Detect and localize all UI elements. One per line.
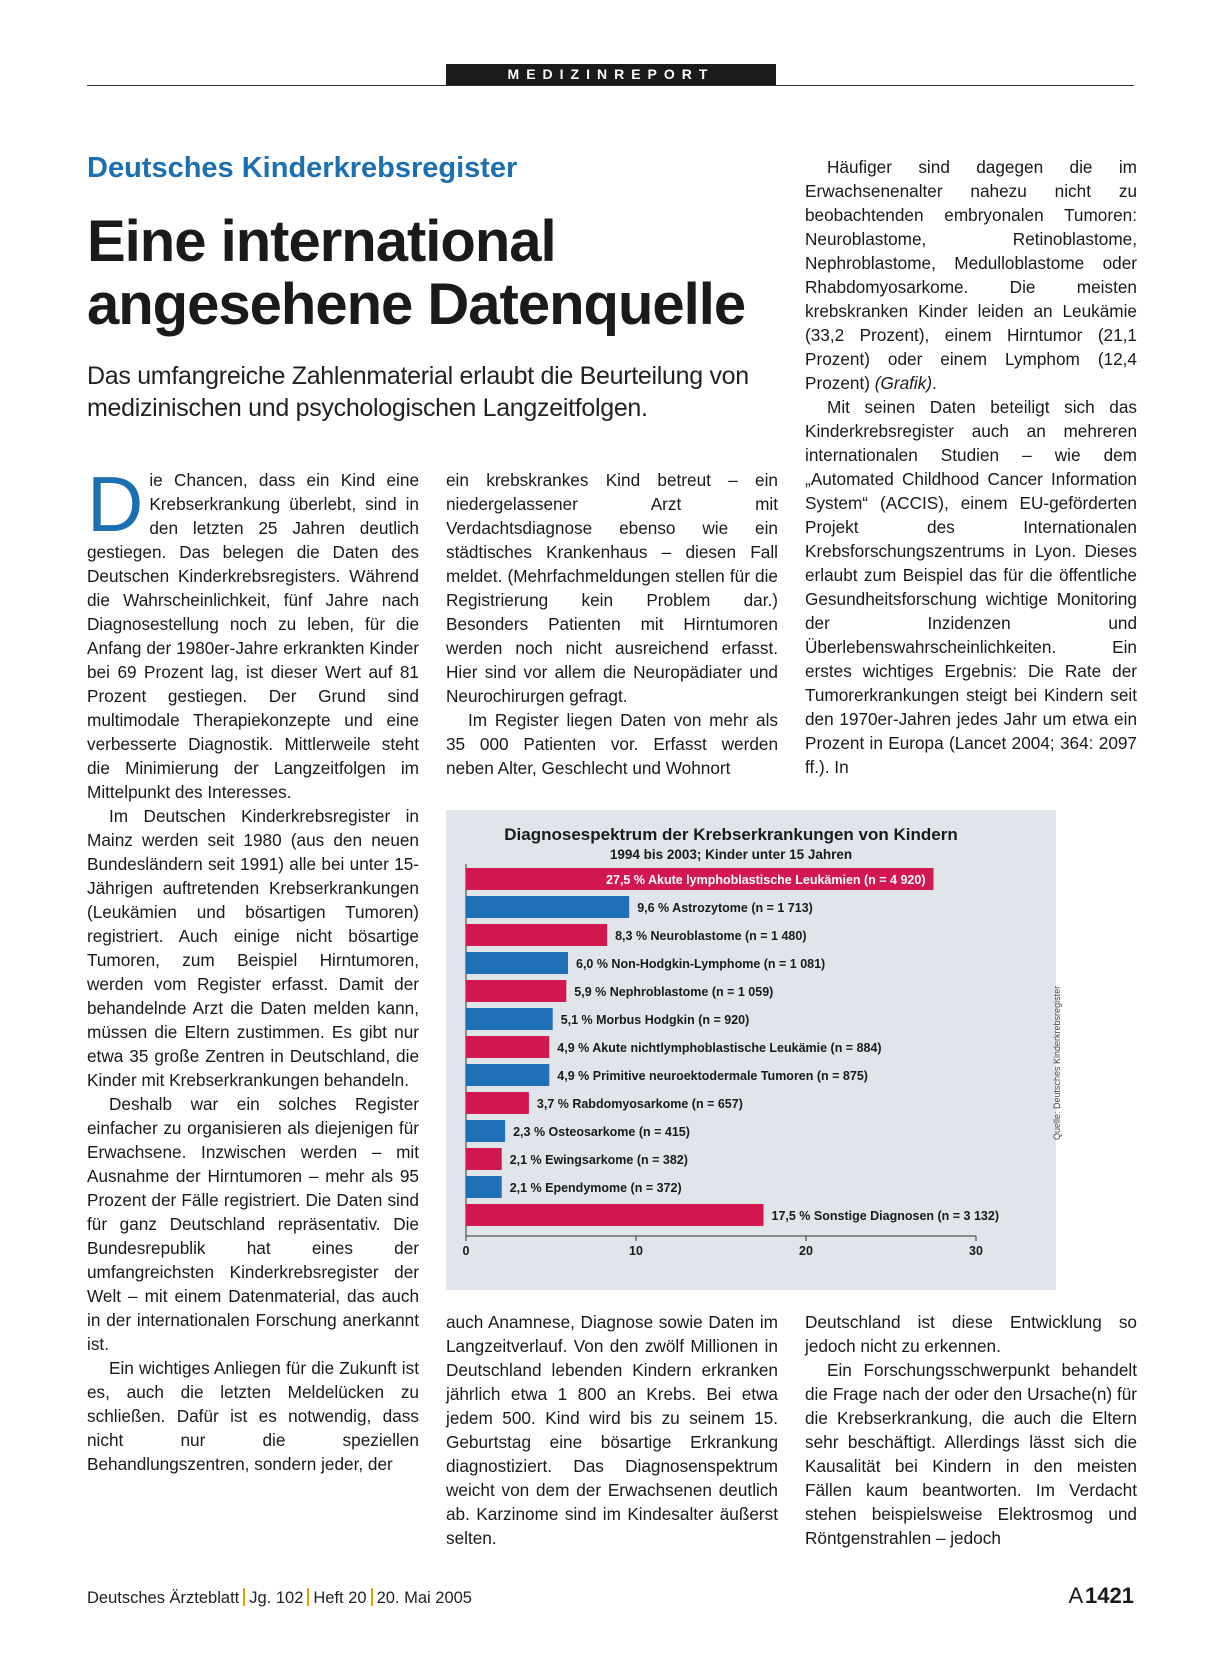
paragraph: Ein Forschungsschwerpunkt behandelt die Frage nach der oder den Ursache(n) für die Krebserkrankung, die auch die Eltern sehr beschäftigt. Allerdings lässt sich die Kausalität bei Kindern in den meisten Fällen kaum beantworten. Im Verdacht stehen beispielsweise Elektrosmog und Röntgenstrahlen – jedoch	[805, 1360, 1137, 1548]
footer-separator	[371, 1588, 373, 1606]
paragraph: Mit seinen Daten beteiligt sich das Kinderkrebsregister auch an mehreren internationalen Studien – wie dem „Automated Childhood Cancer Information System“ (ACCIS), einem EU-geförderten Projekt des Internationalen Krebsforschungszentrums in Lyon. Dieses erlaubt zum Beispiel das für die öffentliche Gesundheitsforschung wichtige Monitoring der Inzidenzen und Überlebenswahrscheinlichkeiten. Ein erstes wichtiges Ergebnis: Die Rate der Tumorerkrankungen steigt bei Kindern seit den 1970er-Jahren jedes Jahr um etwa ein Prozent in Europa (Lancet 2004; 364: 2097 ff.). In	[805, 397, 1137, 777]
footer-separator	[243, 1588, 245, 1606]
bar-chart	[446, 810, 1056, 1290]
paragraph: auch Anamnese, Diagnose sowie Daten im Langzeitverlauf. Von den zwölf Millionen in Deutschland lebenden Kindern erkranken jährlich etwa 1 800 an Krebs. Bei etwa jedem 500. Kind wird bis zu seinem 15. Geburtstag eine bösartige Erkrankung diagnostiziert. Das Diagnosenspektrum weicht von dem der Erwachsenen deutlich ab. Karzinome sind im Kindesalter äußerst selten.	[446, 1312, 778, 1548]
drop-cap: D	[87, 460, 144, 548]
chart-container	[446, 810, 1056, 1290]
bar-label: 4,9 % Akute nichtlymphoblastische Leukämie (n = 884)	[557, 1041, 882, 1055]
chart-bar	[466, 924, 607, 946]
chart-bar	[466, 1204, 764, 1226]
journal-name: Deutsches Ärzteblatt	[87, 1589, 240, 1607]
chart-bar	[466, 1176, 502, 1198]
bar-label: 3,7 % Rabdomyosarkome (n = 657)	[536, 1097, 743, 1111]
bar-label: 8,3 % Neuroblastome (n = 1 480)	[615, 929, 807, 943]
paragraph: Im Deutschen Kinderkrebsregister in Mainz werden seit 1980 (aus den neuen Bundesländern seit 1991) alle bei unter 15-Jährigen auftretenden Krebserkrankungen (Leukämien und bösartigen Tumoren) registriert. Auch einige nicht bösartige Tumoren, zum Beispiel Hirntumoren, werden vom Register erfasst. Damit der behandelnde Arzt die Daten melden kann, müssen die Eltern zustimmen. Es gibt nur etwa 35 große Zentren in Deutschland, die Kinder mit Krebserkrankungen behandeln.	[87, 806, 419, 1090]
paragraph: ein krebskrankes Kind betreut – ein niedergelassener Arzt mit Verdachtsdiagnose ebenso wie ein städtisches Krankenhaus – diesen Fall meldet. (Mehrfachmeldungen stellen für die Registrierung kein Problem dar.) Besonders Patienten mit Hirntumoren werden noch nicht ausreichend erfasst. Hier sind vor allem die Neuropädiater und Neurochirurgen gefragt.	[446, 470, 778, 706]
bar-label: 2,3 % Osteosarkome (n = 415)	[513, 1125, 690, 1139]
x-tick-label: 30	[969, 1244, 983, 1258]
journal-date: 20. Mai 2005	[376, 1589, 472, 1607]
bar-label: 6,0 % Non-Hodgkin-Lymphome (n = 1 081)	[576, 957, 826, 971]
chart-bar	[466, 1148, 502, 1170]
journal-volume: Jg. 102	[249, 1589, 304, 1607]
page-footer	[87, 1588, 472, 1608]
bar-label: 27,5 % Akute lymphoblastische Leukämien (n = 4 920)	[606, 873, 926, 887]
text-column-1	[87, 460, 419, 1476]
text-column-2-bottom	[446, 1310, 778, 1550]
bar-label: 2,1 % Ependymome (n = 372)	[509, 1181, 682, 1195]
section-tag: MEDIZINREPORT	[446, 64, 776, 85]
journal-issue: Heft 20	[313, 1589, 367, 1607]
bar-label: 5,1 % Morbus Hodgkin (n = 920)	[560, 1013, 750, 1027]
chart-subtitle: 1994 bis 2003; Kinder unter 15 Jahren	[609, 847, 853, 862]
page-number: A 1421	[1068, 1583, 1134, 1608]
figure-reference: (Grafik)	[874, 373, 933, 393]
chart-bar	[466, 980, 566, 1002]
headline-line-1: Eine international	[87, 209, 556, 274]
bar-label: 17,5 % Sonstige Diagnosen (n = 3 132)	[771, 1209, 1000, 1223]
paragraph: Die Chancen, dass ein Kind eine Krebserkrankung überlebt, sind in den letzten 25 Jahren deutlich gestiegen. Das belegen die Daten des Deutschen Kinderkrebsregisters. Während die Wahrscheinlichkeit, fünf Jahre nach Diagnosestellung noch zu leben, für die Anfang der 1980er-Jahre erkrankten Kinder bei 69 Prozent lag, ist dieser Wert auf 81 Prozent gestiegen. Der Grund sind multimodale Therapiekonzepte und eine verbesserte Diagnostik. Mittlerweile steht die Minimierung der Langzeitfolgen im Mittelpunkt des Interesses.	[87, 460, 419, 802]
text-column-3-bottom	[805, 1310, 1137, 1550]
paragraph: Im Register liegen Daten von mehr als 35 000 Patienten vor. Erfasst werden neben Alter, Geschlecht und Wohnort	[446, 710, 778, 778]
x-tick-label: 10	[629, 1244, 643, 1258]
text-column-3	[805, 155, 1137, 779]
chart-source: Quelle: Deutsches Kinderkrebsregister	[1052, 985, 1062, 1140]
chart-bar	[466, 1092, 529, 1114]
paragraph: Deshalb war ein solches Register einfacher zu organisieren als diejenigen für Erwachsene. Inzwischen werden – mit Ausnahme der Hirntumoren – mehr als 95 Prozent der Fälle registriert. Die Daten sind für ganz Deutschland repräsentativ. Die Bundesrepublik hat eines der umfangreichsten Kinderkrebsregister der Welt – mit einem Datenmaterial, das auch in der internationalen Forschung anerkannt ist.	[87, 1094, 419, 1354]
article-lead: Das umfangreiche Zahlenmaterial erlaubt die Beurteilung von medizinischen und psychologischen Langzeitfolgen.	[87, 362, 749, 422]
chart-bar	[466, 1036, 549, 1058]
chart-bar	[466, 1008, 553, 1030]
chart-bar	[466, 896, 629, 918]
top-rule	[87, 85, 1134, 86]
article-kicker: Deutsches Kinderkrebsregister	[87, 152, 518, 184]
x-tick-label: 20	[799, 1244, 813, 1258]
chart-title: Diagnosespektrum der Krebserkrankungen von Kindern	[504, 825, 958, 844]
bar-label: 5,9 % Nephroblastome (n = 1 059)	[574, 985, 774, 999]
chart-bar	[466, 1064, 549, 1086]
headline-line-2: angesehene Datenquelle	[87, 272, 746, 337]
bar-label: 2,1 % Ewingsarkome (n = 382)	[509, 1153, 688, 1167]
chart-bar	[466, 1120, 505, 1142]
paragraph: Häufiger sind dagegen die im Erwachsenenalter nahezu nicht zu beobachtenden embryonalen Tumoren: Neuroblastome, Retinoblastome, Nephroblastome, Medulloblastome oder Rhabdomyosarkome. Die meisten krebskranken Kinder leiden an Leukämie (33,2 Prozent), einem Hirntumor (21,1 Prozent) oder einem Lymphom (12,4 Prozent) (Grafik).	[805, 157, 1137, 393]
bar-label: 4,9 % Primitive neuroektodermale Tumoren (n = 875)	[557, 1069, 868, 1083]
paragraph: Ein wichtiges Anliegen für die Zukunft ist es, auch die letzten Meldelücken zu schließen. Dafür ist es notwendig, dass nicht nur die speziellen Behandlungszentren, sondern jeder, der	[87, 1358, 419, 1474]
article-headline	[87, 210, 767, 336]
chart-bar	[466, 952, 568, 974]
bar-label: 9,6 % Astrozytome (n = 1 713)	[637, 901, 813, 915]
footer-separator	[307, 1588, 309, 1606]
text-column-2	[446, 468, 778, 780]
paragraph: Deutschland ist diese Entwicklung so jedoch nicht zu erkennen.	[805, 1312, 1137, 1356]
x-tick-label: 0	[462, 1244, 470, 1258]
